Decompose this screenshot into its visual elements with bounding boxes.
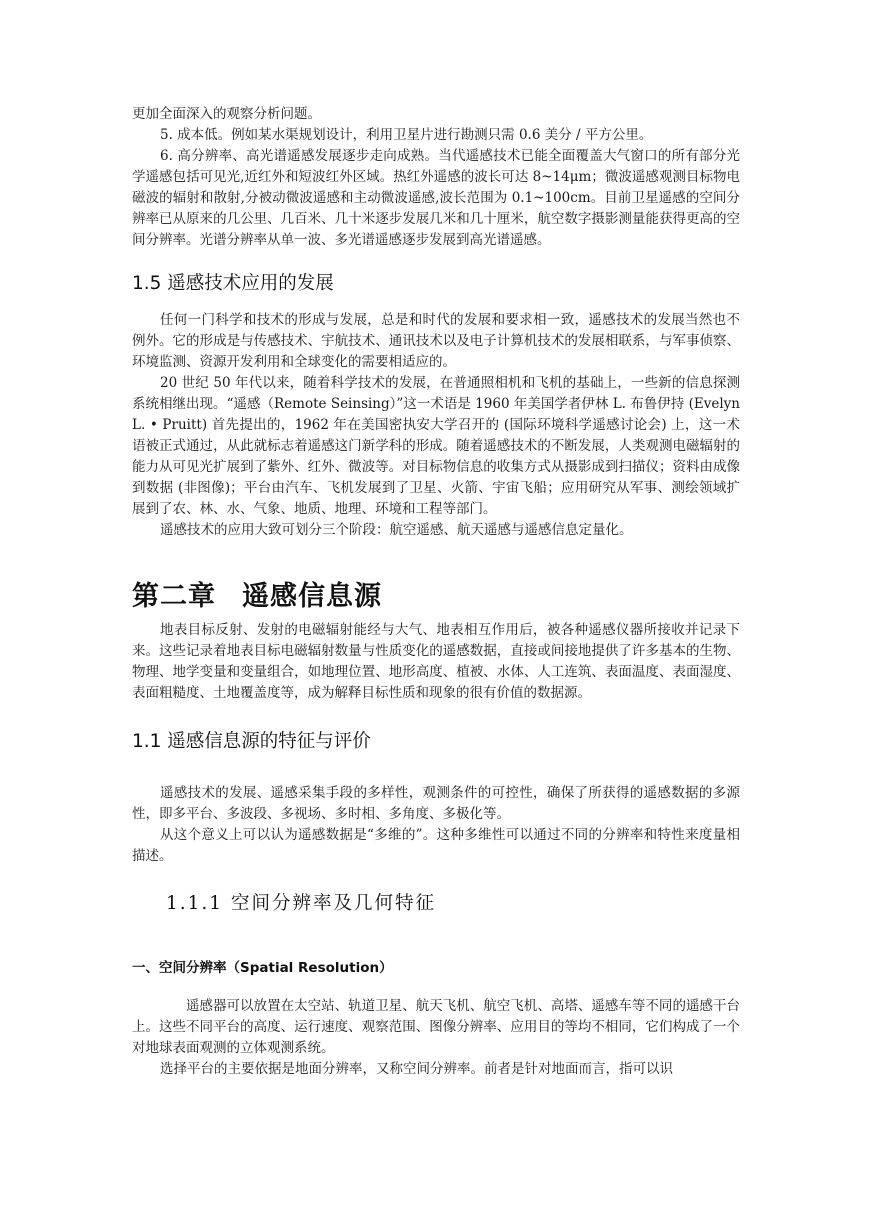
section-heading-1-5: 1.5 遥感技术应用的发展: [132, 273, 334, 294]
paragraph-item-5: 5. 成本低。例如某水渠规划设计，利用卫星片进行勘测只需 0.6 美分 / 平方公里。: [160, 127, 653, 143]
paragraph-1-5-stages: 遥感技术的应用大致可划分三个阶段：航空遥感、航天遥感与遥感信息定量化。: [160, 522, 633, 538]
subsection-heading-1-1-1: 1.1.1 空间分辨率及几何特征: [166, 893, 436, 914]
section-heading-1-1: 1.1 遥感信息源的特征与评价: [132, 731, 371, 752]
paragraph-platforms: 遥感器可以放置在太空站、轨道卫星、航天飞机、航空飞机、高塔、遥感车等不同的遥感干台上。这些不同平台的高度、运行速度、观察范围、图像分辨率、应用目的等均不相同，它们构成了一个对地球表面观测的立体观测系统。: [132, 998, 740, 1056]
paragraph-1-1-multidimensional: 从这个意义上可以认为遥感数据是“多维的”。这种多维性可以通过不同的分辨率和特性来度量相描述。: [132, 827, 740, 864]
paragraph-item-6: 6. 高分辨率、高光谱遥感发展逐步走向成熟。当代遥感技术已能全面覆盖大气窗口的所有部分光学遥感包括可见光,近红外和短波红外区域。热红外遥感的波长可达 8~14μm；微波遥感观测目标物电磁波的辐射和散射,分被动微波遥感和主动微波遥感,波长范围为 0.1~100cm。目前卫星遥感的空间分辨率已从原来的几公里、几百米、几十米逐步发展几米和几十厘米，航空数字摄影测量能获得更高的空间分辨率。光谱分辨率从单一波、多光谱遥感逐步发展到高光谱遥感。: [132, 148, 740, 248]
chapter-heading: [132, 579, 740, 615]
paragraph-chapter-intro: 地表目标反射、发射的电磁辐射能经与大气、地表相互作用后，被各种遥感仪器所接收并记录下来。这些记录着地表目标电磁辐射数量与性质变化的遥感数据，直接或间接地提供了许多基本的生物、物理、地学变量和变量组合，如地理位置、地形高度、植被、水体、人工连筑、表面温度、表面湿度、表面粗糙度、土地覆盖度等，成为解释目标性质和现象的很有价值的数据源。: [132, 622, 740, 701]
paragraph-1-1-multisource: 遥感技术的发展、遥感采集手段的多样性，观测条件的可控性，确保了所获得的遥感数据的多源性，即多平台、多波段、多视场、多时相、多角度、多极化等。: [132, 785, 740, 822]
paragraph-ground-resolution: 选择平台的主要依据是地面分辨率，又称空间分辨率。前者是针对地面而言，指可以识: [160, 1061, 673, 1077]
paragraph-1-5-history: 20 世纪 50 年代以来，随着科学技术的发展，在普通照相机和飞机的基础上，一些新的信息探测系统相继出现。“遥感（Remote Seinsing）”这一术语是 1960 年美国学者伊林 L. 布鲁伊持 (Evelyn L. • Pruitt) 首先提出的，1962 年在美国密执安大学召开的 (国际环境科学遥感讨论会) 上，这一术语被正式通过，从此就标志着遥感这门新学科的形成。随着遥感技术的不断发展，人类观测电磁辐射的能力从可见光扩展到了紫外、红外、微波等。对目标物信息的收集方式从摄影成到扫描仪；资料由成像到数据 (非图像)；平台由汽车、飞机发展到了卫星、火箭、宇宙飞船；应用研究从军事、测绘领域扩展到了农、林、水、气象、地质、地理、环境和工程等部门。: [132, 375, 740, 517]
paragraph-1-5-intro: 任何一门科学和技术的形成与发展，总是和时代的发展和要求相一致，遥感技术的发展当然也不例外。它的形成是与传感技术、宇航技术、通讯技术以及电子计算机技术的发展相联系，与军事侦察、环境监测、资源开发利用和全球变化的需要相适应的。: [132, 312, 740, 370]
chapter-number: 第二章: [132, 581, 216, 612]
paragraph-continuation: 更加全面深入的观察分析问题。: [132, 106, 321, 122]
document-content: [132, 104, 740, 1080]
spatial-resolution-heading: 一、空间分辨率（Spatial Resolution）: [132, 960, 393, 976]
chapter-title: 遥感信息源: [242, 581, 382, 612]
